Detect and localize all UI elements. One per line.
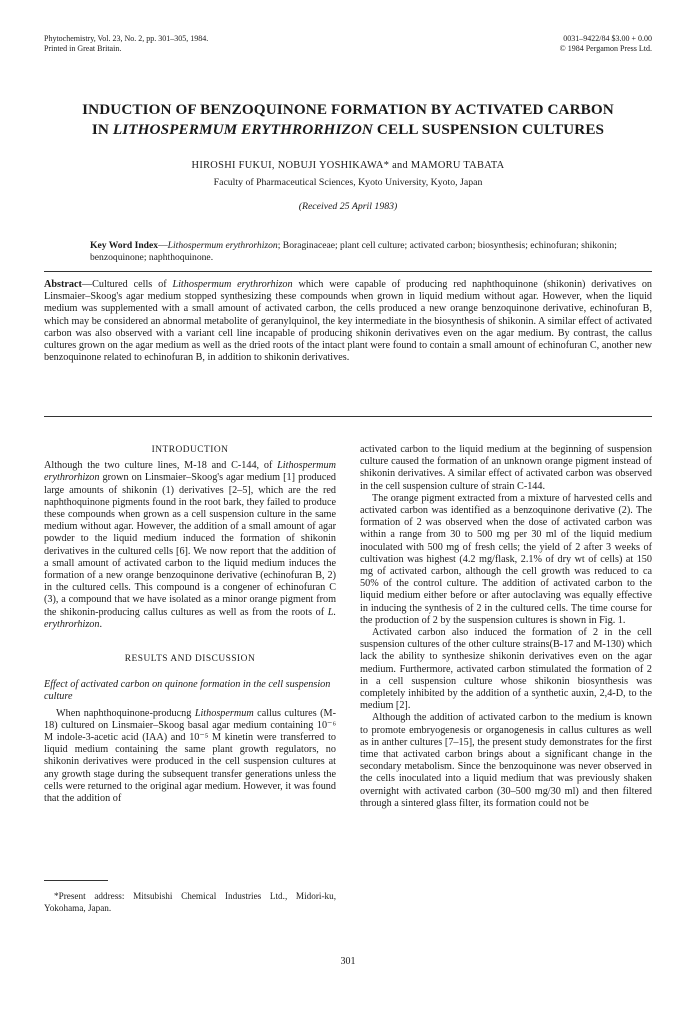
abstract — [44, 279, 652, 364]
received-date: (Received 25 April 1983) — [298, 201, 398, 212]
journal-citation: Phytochemistry, Vol. 23, No. 2, pp. 301–305, 1984. — [44, 34, 209, 43]
right-column — [360, 444, 652, 810]
intro-species: Lithospermum erythrorhizon — [44, 460, 336, 484]
right-paragraph-3: Activated carbon also induced the formation of 2 in the cell suspension cultures of the other culture strains(B-17 and M-130) which lack the ability to synthesize shikonin derivatives even on the agar medium. Furthermore, activated carbon stimulated the formation of 2 in a cell suspension culture whose shikonin biosynthesis was completely inhibited by the addition of a synthetic auxin, 2,4-D, to the medium [2]. — [360, 627, 652, 712]
key-word-label: Key Word Index — [90, 240, 159, 251]
title-line-2-prefix: IN — [91, 121, 113, 138]
results-species: Lithospermum — [194, 707, 254, 719]
key-word-list: ; Boraginaceae; plant cell culture; activated carbon; biosynthesis; echinofuran; shikonin; benzoquinone; naphthoquinone. — [90, 240, 617, 263]
right-paragraph-1: activated carbon to the liquid medium at the beginning of suspension culture caused the formation of an unknown orange pigment instead of shikonin derivatives. A similar effect of activated carbon was observed in the cell suspension culture of strain C-144. — [360, 444, 652, 492]
results-text-a: When naphthoquinone-producng — [56, 707, 195, 719]
right-paragraph-2: The orange pigment extracted from a mixture of harvested cells and activated carbon was identified as a benzoquinone derivative (2). The formation of 2 was observed when the dose of activated carbon was within a range from 30 to 500 mg per 30 ml of the liquid medium inoculated with 500 mg of fresh cells; the yield of 2 after 3 weeks of cultivation was highest (4.2 mg/flask, 2.1% of dry wt of cells) at 150 mg of activated carbon, although the cell growth was reduced to ca 50% of the control culture. The addition of activated carbon to the liquid medium either before or after autoclaving was equally effective in inducing the synthesis of 2 in the cultured cells. The time course for the production of 2 by the suspension cultures is shown in Fig. 1. — [360, 492, 652, 626]
introduction-paragraph — [44, 460, 336, 631]
key-word-dash: — — [158, 240, 168, 251]
running-header-right — [560, 34, 652, 54]
affiliation: Faculty of Pharmaceutical Sciences, Kyoto University, Kyoto, Japan — [213, 177, 483, 188]
title-line-2-suffix: CELL SUSPENSION CULTURES — [373, 121, 605, 138]
title-line-2 — [44, 120, 652, 140]
right-paragraph-4: Although the addition of activated carbon to the medium is known to promote embryogenesis or organogenesis in callus cultures as well as in anther cultures [7–15], the present study demonstrates for the first time that activated carbon brings about a significant change in the secondary metabolism. Since the benzoquinone was never observed in the cells inoculated into a liquid medium that was previously shaken overnight with activated carbon (30–500 mg/30 ml) and then filtered through a sintered glass filter, its formation could not be — [360, 712, 652, 809]
title-line-1: INDUCTION OF BENZOQUINONE FORMATION BY ACTIVATED CARBON — [82, 101, 614, 118]
introduction-heading: INTRODUCTION — [151, 445, 229, 455]
results-subheading: Effect of activated carbon on quinone formation in the cell suspension culture — [44, 679, 331, 703]
title-block — [44, 100, 652, 212]
footnote — [44, 890, 336, 914]
authors: HIROSHI FUKUI, NOBUJI YOSHIKAWA* and MAMORU TABATA — [191, 160, 505, 171]
intro-text-a: Although the two culture lines, M-18 and C-144, of — [44, 460, 278, 472]
results-text-b: callus cultures (M-18) cultured on Linsmaier–Skoog basal agar medium containing 10⁻⁶ M indole-3-acetic acid (IAA) and 10⁻⁵ M kinetin were transferred to liquid medium containing the same plant growth regulators, no shikonin derivatives were produced in the cell suspension cultures at any growth stage during the subsequent transfer generations unless the cells were returned to the original agar medium. However, it was found that the addition of — [44, 707, 336, 805]
intro-species-2: L. erythrorhizon — [44, 606, 336, 630]
intro-text-c: . — [99, 618, 103, 630]
key-word-index — [90, 240, 650, 264]
copyright: © 1984 Pergamon Press Ltd. — [559, 44, 652, 53]
abstract-text-2: which were capable of producing red naphthoquinone (shikonin) derivatives on Linsmaier–Skoog's agar medium stopped synthesizing these compounds when grown in liquid medium without agar. However, when the liquid medium was supplemented with a small amount of activated carbon, the cells produced a new orange benzoquinone derivative, echinofuran B, which may be considered an abnormal metabolite of geranylquinol, the key intermediate in the biosynthesis of shikonin. A similar effect of activated carbon was also observed with a variant cell line incapable of producing shikonin derivatives even on the agar medium. By contrast, the callus cultures grown on the agar medium as well as the dried roots of the intact plant were found to contain a small amount of echinofuran C, another new benzoquinone related to echinofuran B, in addition to shikonin derivatives. — [44, 279, 653, 364]
abstract-species: Lithospermum erythrorhizon — [172, 279, 293, 290]
abstract-top-rule — [44, 271, 652, 272]
results-heading: RESULTS AND DISCUSSION — [124, 654, 256, 665]
page-number: 301 — [340, 956, 356, 967]
price-code: 0031–9422/84 $3.00 + 0.00 — [563, 34, 652, 43]
abstract-text-1: Cultured cells of — [92, 279, 173, 290]
title-line-2-species: LITHOSPERMUM ERYTHRORHIZON — [112, 121, 373, 138]
abstract-label: Abstract — [44, 279, 82, 290]
key-word-species: Lithospermum erythrorhizon — [167, 240, 278, 251]
article-title — [44, 100, 652, 140]
footnote-rule — [44, 880, 108, 881]
abstract-bottom-rule — [44, 416, 652, 417]
intro-text-b: grown on Linsmaier–Skoog's agar medium [1] produced large amounts of shikonin (1) derivatives [2–5], which are the red naphthoquinone pigments found in the root bark, they failed to produce these compounds when grown as a cell suspension culture in the same medium without agar. However, the addition of a small amount of agar powder to the liquid medium induced the formation of shikonin derivatives in the cultured cells [6]. We now report that the addition of a small amount of activated carbon to the liquid medium induces the formation of a new orange benzoquinone derivative (echinofuran B, 2) in the cultured cells. This compound is a congener of echinofuran C (3), a compound that we have isolated as a minor orange pigment from the shikonin-producing callus cultures as well as from the roots of — [44, 472, 336, 618]
footnote-text: *Present address: Mitsubishi Chemical Industries Ltd., Midori-ku, Yokohama, Japan. — [44, 891, 336, 913]
running-header-left — [44, 34, 208, 54]
left-column — [44, 444, 336, 805]
abstract-dash: — — [81, 279, 93, 290]
printed-in: Printed in Great Britain. — [44, 44, 122, 53]
results-paragraph — [44, 708, 336, 806]
